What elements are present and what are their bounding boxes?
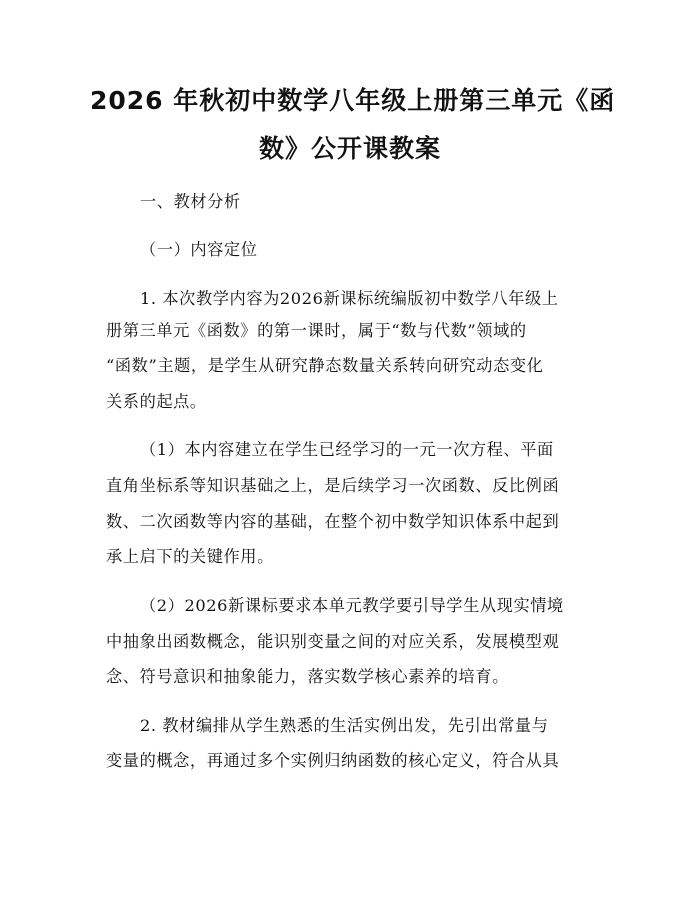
paragraph-1-line-4: 关系的起点。 bbox=[106, 392, 207, 411]
paragraph-1-line-1: 1. 本次教学内容为2026新课标统编版初中数学八年级上 bbox=[140, 289, 559, 308]
subsection-heading: （一）内容定位 bbox=[140, 240, 258, 259]
paragraph-2-line-4: 承上启下的关键作用。 bbox=[106, 547, 274, 566]
paragraph-2-line-2: 直角坐标系等知识基础之上，是后续学习一次函数、反比例函 bbox=[106, 476, 560, 495]
paragraph-3-line-2: 中抽象出函数概念，能识别变量之间的对应关系，发展模型观 bbox=[106, 632, 560, 651]
paragraph-3-line-1: （2）2026新课标要求本单元教学要引导学生从现实情境 bbox=[140, 596, 564, 615]
document-title-line-1: 2026 年秋初中数学八年级上册第三单元《函 bbox=[90, 86, 616, 115]
paragraph-4-line-2: 变量的概念，再通过多个实例归纳函数的核心定义，符合从具 bbox=[106, 751, 560, 770]
document-title-line-2: 数》公开课教案 bbox=[258, 134, 441, 163]
paragraph-2-line-1: （1）本内容建立在学生已经学习的一元一次方程、平面 bbox=[140, 440, 554, 459]
paragraph-1-line-2: 册第三单元《函数》的第一课时，属于“数与代数”领域的 bbox=[106, 321, 527, 340]
paragraph-2-line-3: 数、二次函数等内容的基础，在整个初中数学知识体系中起到 bbox=[106, 512, 560, 531]
section-heading: 一、教材分析 bbox=[140, 192, 241, 211]
paragraph-3-line-3: 念、符号意识和抽象能力，落实数学核心素养的培育。 bbox=[106, 667, 509, 686]
paragraph-1-line-3: “函数”主题，是学生从研究静态数量关系转向研究动态变化 bbox=[106, 356, 544, 375]
paragraph-4-line-1: 2. 教材编排从学生熟悉的生活实例出发，先引出常量与 bbox=[140, 716, 549, 735]
